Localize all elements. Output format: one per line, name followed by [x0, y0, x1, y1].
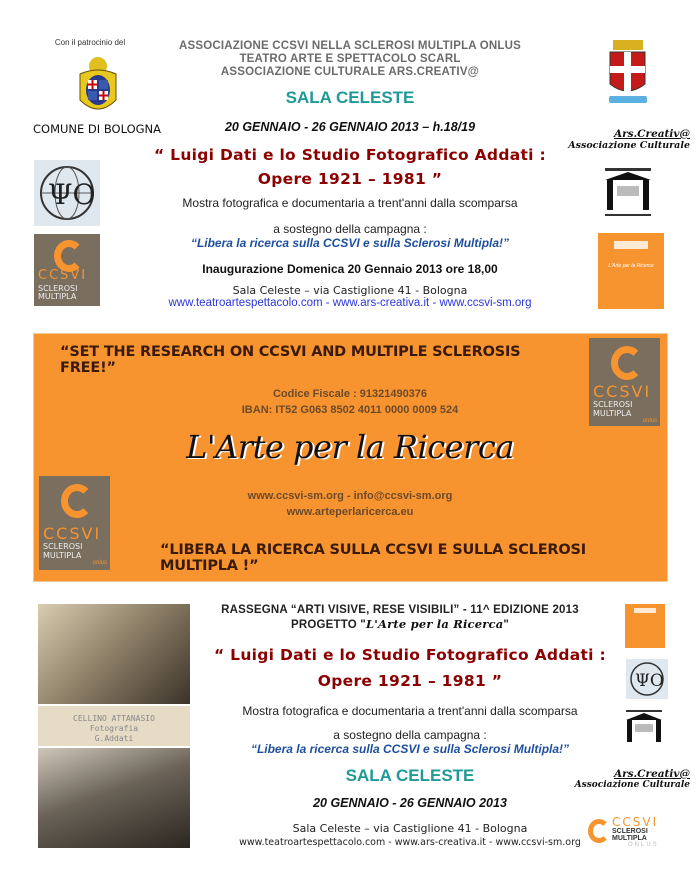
bologna-coat-of-arms-icon [76, 56, 120, 120]
support-label: a sostegno della campagna : [273, 222, 427, 236]
inauguration-text: Inaugurazione Domenica 20 Gennaio 2013 ore 18,00 [202, 262, 498, 276]
bottom-venue-title: SALA CELESTE [345, 766, 475, 785]
organizers [160, 40, 540, 79]
svg-text:ΨO: ΨO [635, 671, 664, 691]
comune-label: COMUNE DI BOLOGNA [32, 122, 162, 136]
bottom-exhibit-subtitle: Mostra fotografica e documentaria a trent'anni dalla scomparsa [242, 704, 578, 718]
ars-creativa-name: Ars.Creativ@ [613, 128, 690, 140]
photo-stamp: CELLINO ATTANASIO Fotografia G.Addati [38, 706, 190, 746]
address-text: Sala Celeste – via Castiglione 41 - Bologna [232, 284, 468, 297]
historic-photo-children [38, 604, 190, 704]
progetto-line: PROGETTO "L'Arte per la Ricerca" [290, 617, 510, 631]
arte-per-la-ricerca-title: L'Arte per la Ricerca [186, 428, 514, 466]
english-slogan: “SET THE RESEARCH ON CCSVI AND MULTIPLE SCLEROSIS FREE!” [60, 344, 521, 376]
teatro-arte-logo-icon [603, 166, 653, 224]
bottom-exhibit-title-line2: Opere 1921 – 1981 ” [317, 672, 503, 690]
ccsvi-logo-band-right-icon: CCSVI SCLEROSI MULTIPLA onlus [589, 338, 660, 426]
mini-poster-header-icon [614, 241, 648, 249]
teatro-arte-logo-bottom-icon [624, 708, 664, 748]
bottom-ars-creativa-name: Ars.Creativ@ [613, 768, 690, 780]
arte-mini-poster-bottom-icon [625, 604, 665, 648]
progetto-name: L'Arte per la Ricerca [365, 617, 504, 631]
bottom-event-dates: 20 GENNAIO - 26 GENNAIO 2013 [313, 796, 507, 810]
ars-creativa-sub: Associazione Culturale [568, 140, 690, 151]
mini-poster-caption: L'Arte per la Ricerca [608, 263, 654, 269]
ccsvi-logo-icon: CCSVI SCLEROSI MULTIPLA [34, 234, 100, 306]
band-web2[interactable]: www.arteperlaricerca.eu [286, 506, 414, 518]
svg-text:ΨO: ΨO [48, 178, 96, 211]
exhibit-subtitle: Mostra fotografica e documentaria a trent'anni dalla scomparsa [182, 196, 518, 210]
city-coat-of-arms-icon [605, 40, 650, 106]
patronage-label: Con il patrocinio del [54, 38, 126, 47]
bottom-links[interactable]: www.teatroartespettacolo.com - www.ars-creativa.it - www.ccsvi-sm.org [239, 837, 581, 848]
yo-globe-logo-bottom-icon [626, 659, 668, 699]
bottom-address: Sala Celeste – via Castiglione 41 - Bologna [292, 822, 528, 835]
campaign-slogan: “Libera la ricerca sulla CCSVI e sulla Sclerosi Multipla!” [190, 236, 510, 250]
balloon-icon [588, 819, 610, 843]
historic-photo-group [38, 748, 190, 848]
website-links[interactable]: www.teatroartespettacolo.com - www.ars-creativa.it - www.ccsvi-sm.org [168, 297, 532, 309]
org-teatro: TEATRO ARTE E SPETTACOLO SCARL [239, 53, 461, 65]
org-ccsvi: ASSOCIAZIONE CCSVI NELLA SCLEROSI MULTIPLA ONLUS [178, 40, 522, 52]
ccsvi-logo-band-left-icon: CCSVI SCLEROSI MULTIPLA onlus [39, 476, 110, 570]
exhibit-title-line2: Opere 1921 – 1981 ” [257, 170, 443, 188]
bottom-exhibit-title-line1: “ Luigi Dati e lo Studio Fotografico Addati : [213, 646, 606, 664]
yo-globe-logo-icon [34, 160, 100, 226]
rassegna-text: RASSEGNA “ARTI VISIVE, RESE VISIBILI” - 11^ EDIZIONE 2013 [221, 604, 579, 616]
band-web-email[interactable]: www.ccsvi-sm.org - info@ccsvi-sm.org [247, 490, 453, 502]
bottom-support-label: a sostegno della campagna : [333, 728, 487, 742]
arte-per-la-ricerca-mini-poster [598, 233, 664, 309]
italian-slogan: “LIBERA LA RICERCA SULLA CCSVI E SULLA SCLEROSI MULTIPLA !” [160, 542, 586, 574]
bottom-campaign-slogan: “Libera la ricerca sulla CCSVI e sulla Sclerosi Multipla!” [250, 742, 570, 756]
codice-fiscale: Codice Fiscale : 91321490376 [272, 388, 428, 400]
iban: IBAN: IT52 G063 8502 4011 0000 0009 524 [241, 404, 459, 416]
bottom-ars-creativa-sub: Associazione Culturale [574, 780, 690, 790]
ccsvi-small-logo-icon: CCSVI SCLEROSI MULTIPLA ONLUS [588, 815, 688, 851]
exhibit-title-line1: “ Luigi Dati e lo Studio Fotografico Addati : [153, 146, 546, 164]
org-ars-creativa: ASSOCIAZIONE CULTURALE ARS.CREATIV@ [220, 66, 480, 78]
venue-title: SALA CELESTE [285, 88, 415, 107]
event-dates: 20 GENNAIO - 26 GENNAIO 2013 – h.18/19 [224, 120, 476, 134]
